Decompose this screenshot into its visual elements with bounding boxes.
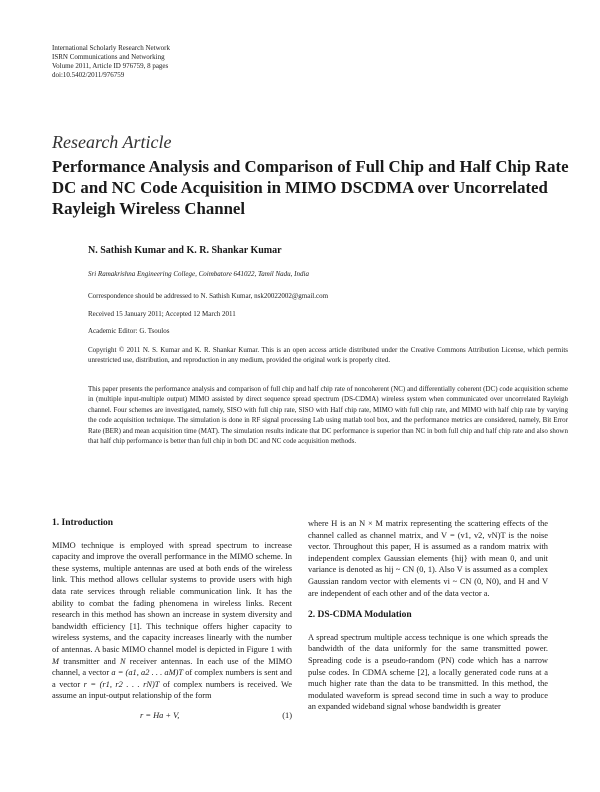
equation-number: (1) — [282, 710, 292, 720]
right-column — [308, 518, 548, 713]
dscdma-paragraph: A spread spectrum multiple access technique is one which spreads the bandwidth of the data uniformly for the same transmitted power. Spreading code is a pseudo-random (PN) code which has a narrow pulse codes. In CDMA scheme [2], a locally generated code runs at a much higher rate than the data to be transmitted. In this method, the modulated waveform is spread second time in such a way to produce an expanded wideband signal whose bandwidth is greater — [308, 632, 548, 712]
received-dates: Received 15 January 2011; Accepted 12 March 2011 — [88, 310, 236, 318]
journal-series: ISRN Communications and Networking — [52, 53, 165, 61]
authors: N. Sathish Kumar and K. R. Shankar Kumar — [88, 245, 282, 256]
equation-1 — [52, 706, 292, 726]
section-heading-introduction: 1. Introduction — [52, 518, 114, 528]
journal-volume: Volume 2011, Article ID 976759, 8 pages — [52, 62, 169, 70]
copyright-notice: Copyright © 2011 N. S. Kumar and K. R. Shankar Kumar. This is an open access article distributed under the Creative Commons Attribution License, which permits unrestricted use, distribution, and reproduction in any medium, provided the original work is properly cited. — [88, 346, 568, 365]
section-heading-dscdma: 2. DS-CDMA Modulation — [308, 610, 412, 621]
journal-name: International Scholarly Research Network — [52, 44, 170, 52]
left-column — [52, 518, 292, 726]
correspondence: Correspondence should be addressed to N. Sathish Kumar, nsk20022002@gmail.com — [88, 292, 329, 300]
channel-model-paragraph: where H is an N × M matrix representing the scattering effects of the channel called as channel matrix, and V = (v1, v2, vN)T is the noise vector. Throughout this paper, H is assumed as a random matrix with independent complex Gaussian elements {hij} with mean 0, and unit variance is denoted as hij ~ CN (0, 1). Also V is assumed as a complex Gaussian random vector with elements vi ~ CN (0, N0), and H and V are independent of each other and of the data vector a. — [308, 519, 548, 598]
article-type: Research Article — [52, 132, 172, 152]
journal-doi: doi:10.5402/2011/976759 — [52, 71, 125, 79]
academic-editor: Academic Editor: G. Tsoulos — [88, 327, 170, 335]
abstract: This paper presents the performance analysis and comparison of full chip and half chip rate of noncoherent (NC) and differentially coherent (DC) code acquisition scheme in (multiple input-multiple output) MIMO assisted by direct sequence spread spectrum (DS-CDMA) wireless system when communicated over uncorrelated Rayleigh channel. Four schemes are investigated, namely, SISO with full chip rate, SISO with Half chip rate, MIMO with full chip rate, and MIMO with half chip rate by varying the code acquisition technique. The simulation is done in RF signal processing Lab using matlab tool box, and the performance metrics are considered, namely, Bit Error Rate (BER) and mean acquisition time (MAT). The simulation results indicate that DC performance is superior than NC in both full chip and half chip rate and also shown that half chip performance is better than full chip in both DC and NC code acquisition methods. — [88, 385, 568, 446]
journal-info — [52, 44, 170, 80]
affiliation: Sri Ramakrishna Engineering College, Coimbatore 641022, Tamil Nadu, India — [88, 270, 309, 278]
introduction-paragraph: MIMO technique is employed with spread spectrum to increase capacity and improve the overall performance in the MIMO scheme. In these systems, multiple antennas are used at both ends of the wireless link. This method allows cellular systems to provide users with high data rate services through reliable communication link. It has the ability to combat the fading phenomena in wireless links. Recent research in this method has shown an increase in system diversity and bandwidth efficiency [1]. This technique offers higher capacity to wireless systems, and the capacity increases linearly with the number of antennas. A basic MIMO channel model is depicted in Figure 1 with M transmitter and N receiver antennas. In each use of the MIMO channel, a vector a = (a1, a2 . . . aM)T of complex numbers is sent and a vector r = (r1, r2 . . . rN)T of complex numbers is received. We assume an input-output relationship of the form — [52, 540, 292, 701]
paper-title: Performance Analysis and Comparison of Full Chip and Half Chip Rate DC and NC Code Acquisition in MIMO DSCDMA over Uncorrelated Rayleigh Wireless Channel — [52, 157, 569, 218]
equation-text: r = Ha + V, — [140, 710, 180, 720]
